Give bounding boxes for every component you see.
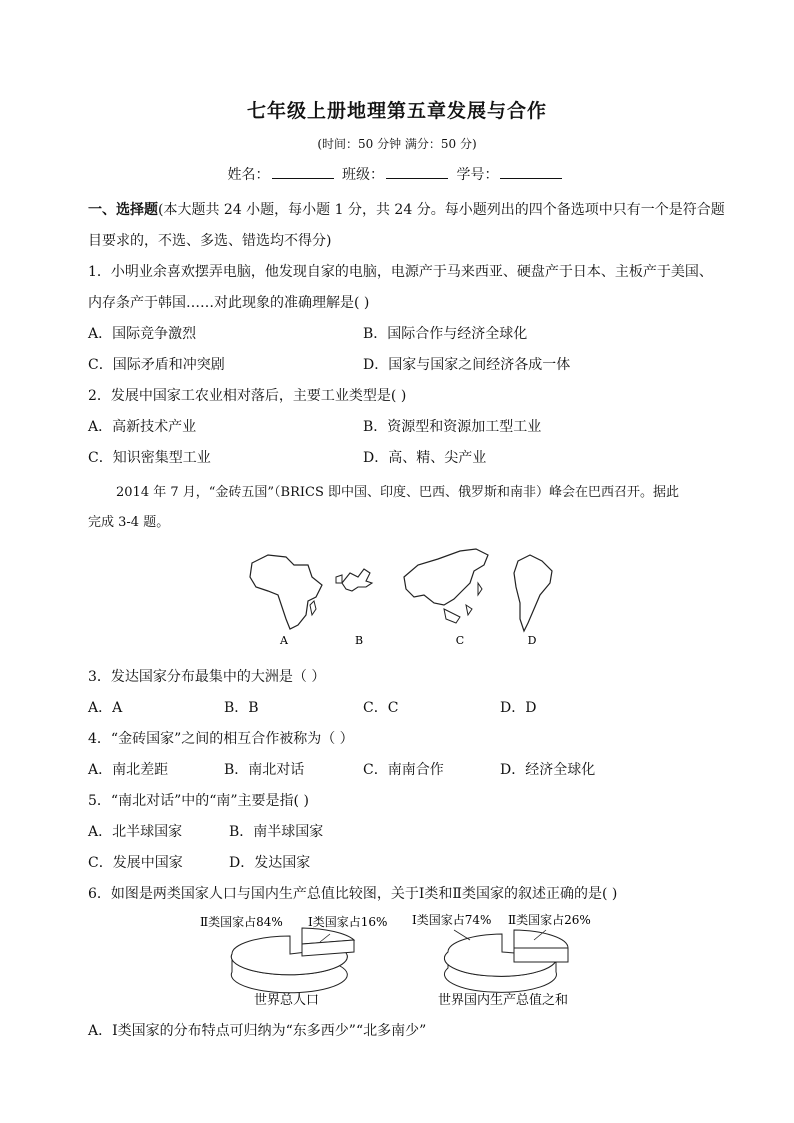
map-label-b: B [354, 634, 364, 647]
passage-line2: 完成 3-4 题。 [88, 515, 170, 530]
q1-option-c: C．国际矛盾和冲突剧 [88, 357, 225, 373]
q5-option-b: B．南半球国家 [229, 824, 324, 840]
q1-option-a: A．国际竞争激烈 [88, 326, 197, 342]
pie-comparison-figure [190, 908, 610, 1012]
id-label: 学号： [456, 167, 499, 183]
section-heading [88, 199, 728, 219]
q2-option-c: C．知识密集型工业 [88, 450, 211, 466]
q6-stem: 6．如图是两类国家人口与国内生产总值比较图，关于Ⅰ类和Ⅱ类国家的叙述正确的是( ) [88, 886, 618, 902]
student-info-row [0, 164, 794, 184]
q5-option-a: A．北半球国家 [88, 824, 183, 840]
pie2-label-big: Ⅰ类国家占74% [412, 913, 492, 927]
q3-stem: 3．发达国家分布最集中的大洲是（ ） [88, 669, 326, 685]
q3-option-b: B．B [224, 700, 259, 716]
q6-option-a: A．Ⅰ类国家的分布特点可归纳为“东多西少”“北多南少” [88, 1023, 427, 1039]
q2-option-a: A．高新技术产业 [88, 419, 197, 435]
section-heading-bold: 一、选择题 [88, 202, 158, 218]
q5-stem: 5．“南北对话”中的“南”主要是指( ) [88, 793, 309, 809]
map-label-c: C [455, 634, 465, 647]
q3-option-d: D．D [500, 700, 537, 716]
pie2-label-small: Ⅱ类国家占26% [508, 913, 591, 927]
q1-stem-line1: 1．小明业余喜欢摆弄电脑，他发现自家的电脑，电源产于马来西亚、硬盘产于日本、主板产于美国、 [88, 264, 713, 280]
q4-option-b: B．南北对话 [224, 762, 305, 778]
class-label: 班级： [342, 167, 384, 183]
q3-option-c: C．C [363, 700, 399, 716]
q5-option-c: C．发展中国家 [88, 855, 183, 871]
section-heading-text: (本大题共 24 小题，每小题 1 分，共 24 分。每小题列出的四个备选项中只有一个是符合题 [158, 202, 725, 218]
id-blank[interactable] [500, 166, 562, 179]
q2-option-b: B．资源型和资源加工型工业 [363, 419, 542, 435]
map-label-d: D [527, 634, 537, 647]
q3-option-a: A．A [88, 700, 123, 716]
class-blank[interactable] [386, 166, 448, 179]
q4-option-d: D．经济全球化 [500, 762, 596, 778]
pie1-small-slice [302, 928, 354, 956]
name-label: 姓名： [227, 167, 270, 183]
q5-option-d: D．发达国家 [229, 855, 311, 871]
section-heading-line2: 目要求的，不选、多选、错选均不得分) [88, 233, 332, 249]
africa-outline [250, 555, 322, 629]
pie2-caption: 世界国内生产总值之和 [438, 993, 569, 1008]
q2-stem: 2．发展中国家工农业相对落后，主要工业类型是( ) [88, 388, 407, 404]
passage-line1: 2014 年 7 月，“金砖五国”（BRICS 即中国、印度、巴西、俄罗斯和南非）峰会在巴西召开。据此 [116, 485, 680, 500]
map-label-a: A [280, 634, 288, 647]
q4-option-a: A．南北差距 [88, 762, 169, 778]
pie1-label-small: Ⅰ类国家占16% [308, 915, 388, 929]
q1-option-d: D．国家与国家之间经济各成一体 [363, 357, 571, 373]
q1-option-b: B．国际合作与经济全球化 [363, 326, 528, 342]
pie1-label-big: Ⅱ类国家占84% [200, 915, 283, 929]
europe-outline [342, 569, 372, 591]
exam-time-score: (时间：50 分钟 满分：50 分) [317, 137, 477, 151]
page-title: 七年级上册地理第五章发展与合作 [246, 100, 547, 122]
q1-stem-line2: 内存条产于韩国……对此现象的准确理解是( ) [88, 295, 370, 311]
asia-outline [404, 549, 488, 605]
south-america-outline [514, 555, 552, 631]
q4-option-c: C．南南合作 [363, 762, 444, 778]
pie1-caption: 世界总人口 [254, 993, 320, 1008]
name-blank[interactable] [272, 166, 334, 179]
continent-map-figure [238, 543, 568, 653]
q2-option-d: D．高、精、尖产业 [363, 450, 487, 466]
q4-stem: 4．“金砖国家”之间的相互合作被称为（ ） [88, 731, 354, 747]
